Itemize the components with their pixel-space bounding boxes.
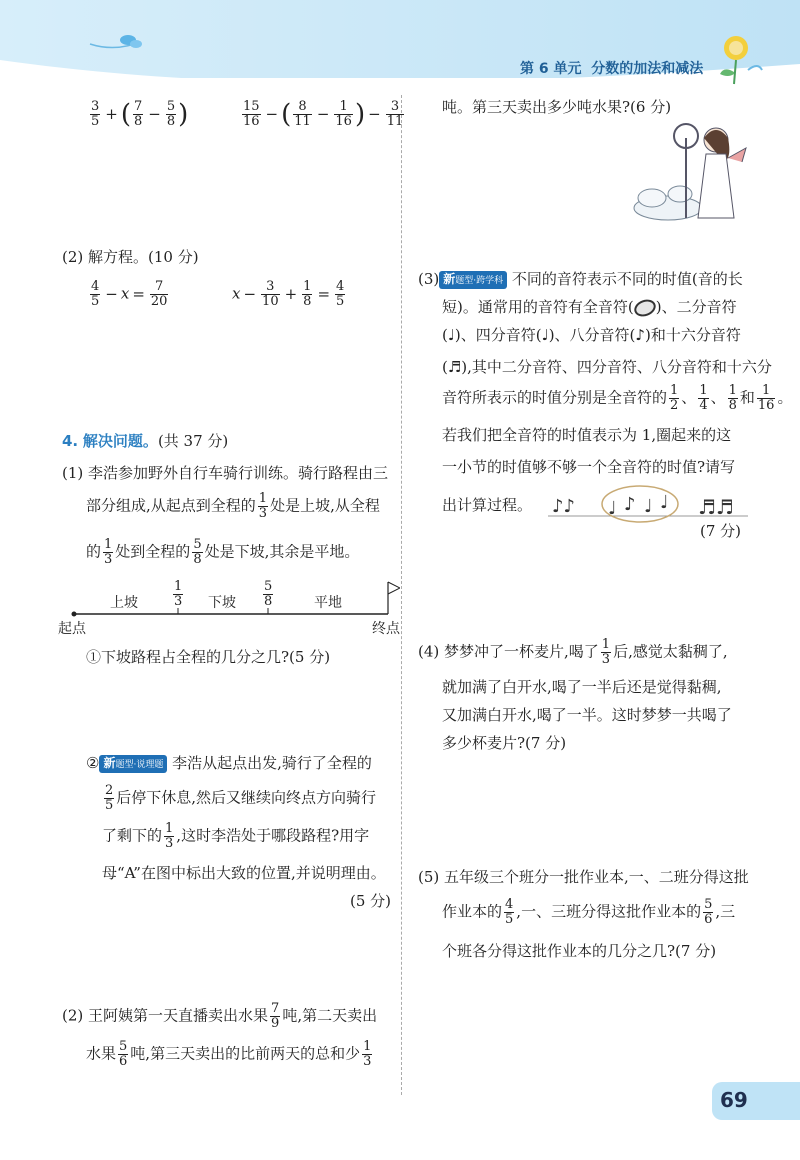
svg-text:♬♬: ♬♬ — [698, 495, 734, 519]
q2b-line-1: (2) 王阿姨第一天直播卖出水果 $\frac{7}{9}$ 吨,第二天卖出 — [62, 1001, 378, 1031]
unit-title: 第 6 单元 分数的加法和减法 — [520, 61, 704, 77]
svg-text:♩: ♩ — [660, 492, 669, 513]
sub-question-1: ①下坡路程占全程的几分之几?(5 分) — [86, 648, 331, 666]
new-type-badge: 新题型·说理题 — [99, 755, 167, 773]
expression-2: $\frac{15}{16}$ − ( $\frac{8}{11}$ − $\frac{1}{16}$ ) − $\frac{3}{11}$ — [243, 99, 404, 130]
q1-line-3: 的 $\frac{1}{3}$ 处到全程的 $\frac{5}{8}$ 处是下坡,其余是平地。 — [86, 537, 360, 567]
question-2-title: (2) 解方程。(10 分) — [62, 248, 199, 266]
label-flat: 平地 — [314, 595, 342, 611]
q4-line-3: 又加满白开水,喝了一半。这时梦梦一共喝了 — [442, 706, 732, 724]
label-uphill: 上坡 — [110, 595, 138, 611]
q5-line-3: 个班各分得这批作业本的几分之几?(7 分) — [442, 942, 717, 960]
sub-question-2-score: (5 分) — [350, 892, 392, 910]
q3-line-8: 出计算过程。 — [442, 496, 533, 514]
sub-question-2-line-3: 了剩下的 $\frac{1}{3}$ ,这时李浩处于哪段路程?用字 — [102, 821, 370, 851]
girl-with-microphone-illustration — [628, 118, 748, 228]
label-end: 终点 — [372, 621, 400, 637]
q3-line-1: (3) 新题型·跨学科 不同的音符表示不同的时值(音的长 — [418, 270, 743, 288]
q5-line-1: (5) 五年级三个班分一批作业本,一、二班分得这批 — [418, 868, 749, 886]
q3-line-2: 短)。通常用的音符有全音符( )、二分音符 — [442, 296, 737, 318]
q1-line-1: (1) 李浩参加野外自行车骑行训练。骑行路程由三 — [62, 464, 389, 482]
whole-note-icon — [632, 297, 658, 320]
q2b-continuation: 吨。第三天卖出多少吨水果?(6 分) — [442, 98, 672, 116]
sub-question-2-line-2: $\frac{2}{5}$ 后停下休息,然后又继续向终点方向骑行 — [105, 783, 377, 813]
q1-line-2: 部分组成,从起点到全程的 $\frac{1}{3}$ 处是上坡,从全程 — [86, 491, 380, 521]
svg-text:♪♪: ♪♪ — [552, 496, 575, 517]
new-type-badge: 新题型·跨学科 — [439, 271, 507, 289]
expression-1: $\frac{3}{5}$ + ( $\frac{7}{8}$ − $\frac{5}{8}$ ) — [91, 99, 189, 130]
q3-line-5: 音符所表示的时值分别是全音符的 $\frac{1}{2}$ 、 $\frac{1}{4}$ 、 $\frac{1}{8}$ 和 $\frac{1}{16}$ 。 — [442, 383, 793, 413]
page-number: 69 — [720, 1088, 748, 1112]
q4-line-2: 就加满了白开水,喝了一半后还是觉得黏稠, — [442, 678, 722, 696]
equation-1: $\frac{4}{5}$ − x = $\frac{7}{20}$ — [91, 279, 168, 309]
equation-2: x − $\frac{3}{10}$ + $\frac{1}{8}$ = $\frac{4}{5}$ — [232, 279, 345, 309]
column-divider — [401, 95, 402, 1095]
label-downhill: 下坡 — [208, 595, 236, 611]
q2b-line-2: 水果 $\frac{5}{6}$ 吨,第三天卖出的比前两天的总和少 $\frac{1}{3}$ — [86, 1039, 372, 1069]
q3-line-4: (♬),其中二分音符、四分音符、八分音符和十六分 — [442, 358, 772, 376]
marker-five-eighths: $\frac{5}{8}$ — [264, 579, 273, 609]
label-start: 起点 — [58, 621, 86, 637]
q4-line-1: (4) 梦梦冲了一杯麦片,喝了 $\frac{1}{3}$ 后,感觉太黏稠了, — [418, 637, 728, 667]
svg-text:♩: ♩ — [608, 498, 617, 519]
svg-text:♪: ♪ — [624, 494, 636, 515]
q5-line-2: 作业本的 $\frac{4}{5}$ ,一、三班分得这批作业本的 $\frac{5}{6}$ ,三 — [442, 897, 736, 927]
svg-text:♩: ♩ — [644, 496, 653, 517]
q3-line-7: 一小节的时值够不够一个全音符的时值?请写 — [442, 458, 736, 476]
q3-line-6: 若我们把全音符的时值表示为 1,圈起来的这 — [442, 426, 732, 444]
sub-question-2-line-4: 母“A”在图中标出大致的位置,并说明理由。 — [102, 864, 386, 882]
q4-line-4: 多少杯麦片?(7 分) — [442, 734, 567, 752]
marker-one-third: $\frac{1}{3}$ — [174, 579, 183, 609]
q3-score: (7 分) — [700, 522, 742, 540]
sub-question-2-line-1: ② 新题型·说理题 李浩从起点出发,骑行了全程的 — [86, 754, 372, 772]
section-4-heading: 4. 解决问题。(共 37 分) — [62, 432, 229, 450]
q3-line-3: (♩)、四分音符(♩)、八分音符(♪)和十六分音符 — [442, 326, 741, 344]
